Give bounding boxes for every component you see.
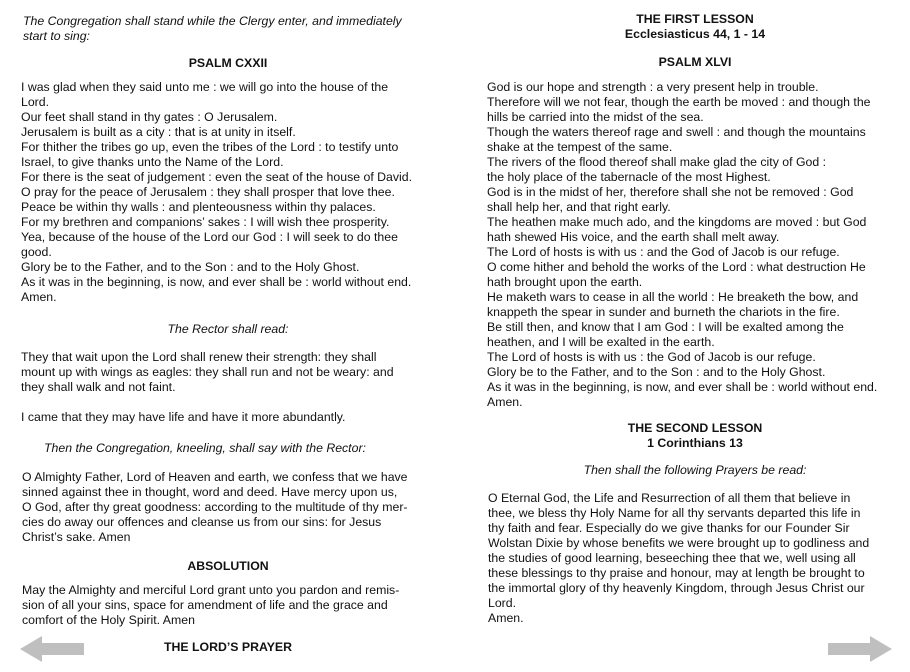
psalm-line: The heathen make much ado, and the kingdoms are moved : but God — [487, 215, 867, 229]
prayer-line: the immortal glory of thy heavenly Kingdom, through Jesus Christ our — [488, 581, 865, 595]
psalm-line: the holy place of the tabernacle of the most Highest. — [487, 170, 771, 184]
absolution-line: sion of all your sins, space for amendment of life and the grace and — [22, 598, 388, 612]
confession-line: O God, after thy great goodness: according to the multitude of thy mer- — [22, 500, 408, 514]
psalm-line: good. — [21, 245, 52, 259]
confession-line: cies do away our offences and cleanse us from our sins: for Jesus — [22, 515, 382, 529]
psalm-line: hath shewed His voice, and the earth shall melt away. — [487, 230, 780, 244]
psalm-line: heathen, and I will be exalted in the earth. — [487, 335, 715, 349]
previous-page-button[interactable] — [20, 636, 86, 662]
psalm-line: hath brought upon the earth. — [487, 275, 643, 289]
confession-line: Christ’s sake. Amen — [22, 530, 131, 544]
psalm-122-text — [21, 80, 412, 305]
first-lesson-heading — [488, 12, 902, 42]
prayer-line: thee, we bless thy Holy Name for all thy servants departed this life in — [488, 506, 861, 520]
second-lesson-heading — [488, 421, 902, 451]
confession-line: sinned against thee in thought, word and deed. Have mercy upon us, — [22, 485, 398, 499]
prayer-line: the studies of good learning, beseeching thee that we, well using all — [488, 551, 856, 565]
psalm-46-title: PSALM XLVI — [658, 55, 732, 69]
second-lesson-reference: 1 Corinthians 13 — [647, 436, 743, 450]
reading-line: they shall walk and not faint. — [21, 380, 176, 394]
psalm-line: For there is the seat of judgement : even the seat of the house of David. — [21, 170, 413, 184]
psalm-line: Jerusalem is built as a city : that is at unity in itself. — [21, 125, 296, 139]
absolution-line: May the Almighty and merciful Lord grant unto you pardon and remis- — [22, 583, 400, 597]
psalm-line: The Lord of hosts is with us : and the God of Jacob is our refuge. — [487, 245, 840, 259]
prayer-line: thy faith and fear. Especially do we give thanks for our Founder Sir — [488, 521, 850, 535]
psalm-line: Glory be to the Father, and to the Son : and to the Holy Ghost. — [21, 260, 360, 274]
absolution-text — [22, 583, 399, 628]
psalm-line: Amen. — [21, 290, 57, 304]
prayer-line: Lord. — [488, 596, 517, 610]
prayers-rubric: Then shall the following Prayers be read: — [583, 463, 807, 477]
psalm-line: Peace be within thy walls : and plenteousness within thy palaces. — [21, 200, 376, 214]
psalm-line: shake at the tempest of the same. — [487, 140, 673, 154]
abundance-line: I came that they may have life and have it more abundantly. — [21, 410, 346, 424]
confession-rubric: Then the Congregation, kneeling, shall say with the Rector: — [44, 441, 366, 455]
psalm-line: For thither the tribes go up, even the tribes of the Lord : to testify unto — [21, 140, 399, 154]
psalm-line: Glory be to the Father, and to the Son : and to the Holy Ghost. — [487, 365, 826, 379]
intro-line: The Congregation shall stand while the Clergy enter, and immediately — [23, 14, 402, 28]
rector-rubric: The Rector shall read: — [167, 322, 289, 336]
psalm-line: God is our hope and strength : a very present help in trouble. — [487, 80, 819, 94]
confession-line: O Almighty Father, Lord of Heaven and earth, we confess that we have — [22, 470, 408, 484]
psalm-line: hills be carried into the midst of the sea. — [487, 110, 704, 124]
psalm-line: Therefore will we not fear, though the earth be moved : and though the — [487, 95, 871, 109]
prayer-line: O Eternal God, the Life and Resurrection of all them that believe in — [488, 491, 851, 505]
psalm-line: As it was in the beginning, is now, and ever shall be : world without end. — [487, 380, 878, 394]
psalm-46-text — [487, 80, 877, 410]
prayer-line: Amen. — [488, 611, 524, 625]
absolution-title: ABSOLUTION — [187, 559, 269, 573]
psalm-line: Amen. — [487, 395, 523, 409]
rector-reading — [21, 350, 394, 395]
psalm-line: Though the waters thereof rage and swell : and though the mountains — [487, 125, 866, 139]
reading-line: They that wait upon the Lord shall renew their strength: they shall — [21, 350, 377, 364]
psalm-line: As it was in the beginning, is now, and ever shall be : world without end. — [21, 275, 412, 289]
psalm-line: O come hither and behold the works of the Lord : what destruction He — [487, 260, 866, 274]
psalm-line: Be still then, and know that I am God : I will be exalted among the — [487, 320, 844, 334]
psalm-line: He maketh wars to cease in all the world : He breaketh the bow, and — [487, 290, 859, 304]
psalm-line: The Lord of hosts is with us : the God of Jacob is our refuge. — [487, 350, 816, 364]
psalm-line: Our feet shall stand in thy gates : O Jerusalem. — [21, 110, 278, 124]
psalm-line: Israel, to give thanks unto the Name of the Lord. — [21, 155, 284, 169]
psalm-line: O pray for the peace of Jerusalem : they shall prosper that love thee. — [21, 185, 395, 199]
prayer-line: these blessings to thy praise and honour, may at length be brought to — [488, 566, 865, 580]
confession-text — [22, 470, 408, 545]
prayer-line: Wolstan Dixie by whose benefits we were brought up to godliness and — [488, 536, 870, 550]
next-page-button[interactable] — [826, 636, 892, 662]
psalm-line: knappeth the spear in sunder and burneth the chariots in the fire. — [487, 305, 840, 319]
lords-prayer-title: THE LORD’S PRAYER — [163, 640, 292, 654]
psalm-line: Lord. — [21, 95, 50, 109]
arrow-left-icon — [20, 636, 86, 662]
prayer-text — [488, 491, 869, 626]
psalm-line: For my brethren and companions’ sakes : I will wish thee prosperity. — [21, 215, 390, 229]
arrow-right-icon — [826, 636, 892, 662]
intro-line: start to sing: — [23, 29, 90, 43]
psalm-line: shall help her, and that right early. — [487, 200, 671, 214]
psalm-line: The rivers of the flood thereof shall make glad the city of God : — [487, 155, 827, 169]
absolution-line: comfort of the Holy Spirit. Amen — [22, 613, 195, 627]
psalm-line: I was glad when they said unto me : we will go into the house of the — [21, 80, 389, 94]
reading-line: mount up with wings as eagles: they shall run and not be weary: and — [21, 365, 394, 379]
intro-rubric — [23, 14, 402, 44]
first-lesson-reference: Ecclesiasticus 44, 1 - 14 — [624, 27, 766, 41]
second-lesson-title: THE SECOND LESSON — [627, 421, 763, 435]
psalm-line: Yea, because of the house of the Lord our God : I will seek to do thee — [21, 230, 398, 244]
psalm-122-title: PSALM CXXII — [188, 56, 268, 70]
psalm-line: God is in the midst of her, therefore shall she not be removed : God — [487, 185, 854, 199]
first-lesson-title: THE FIRST LESSON — [636, 12, 754, 26]
